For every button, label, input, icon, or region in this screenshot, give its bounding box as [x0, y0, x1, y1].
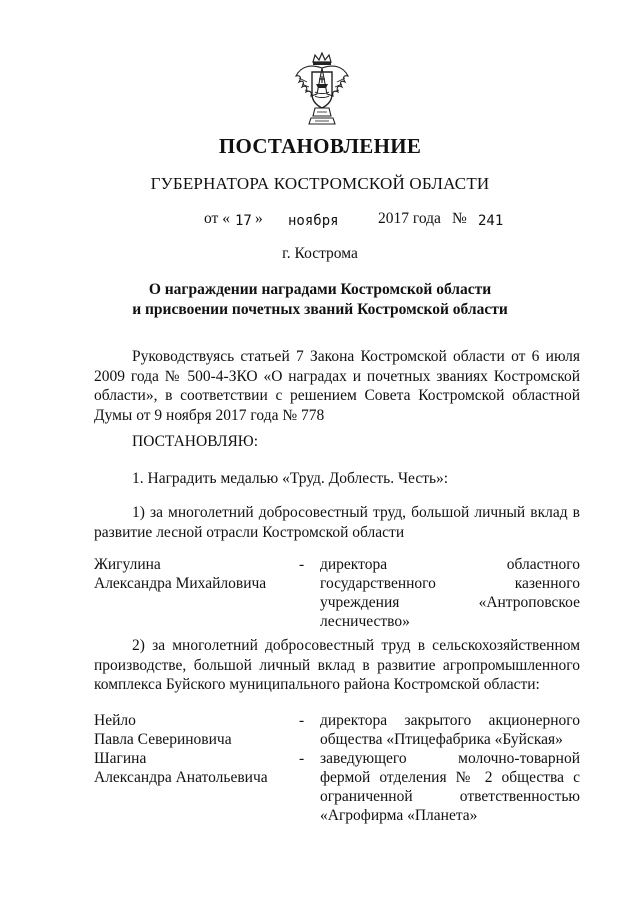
resolve-text: ПОСТАНОВЛЯЮ:	[132, 433, 259, 450]
awardee-position	[320, 711, 580, 749]
date-day-close: »	[255, 210, 263, 227]
awardee-row	[94, 749, 580, 829]
position-line: «Агрофирма «Планета»	[320, 807, 478, 824]
subitem-2-paragraph: 2) за многолетний добросовестный труд в сельскохозяйственном производстве, большой личный вклад в развитие агропромышленного комплекса Буйского муниципального района Костромской области:	[94, 637, 580, 693]
awardee-name	[94, 749, 294, 787]
dash-separator: -	[299, 556, 305, 573]
awardee-given-names: Павла Севериновича	[94, 731, 232, 748]
awardee-given-names: Александра Анатольевича	[94, 769, 268, 786]
awardee-surname: Шагина	[94, 750, 147, 767]
awardee-surname: Нейло	[94, 712, 136, 729]
awardee-surname: Жигулина	[94, 556, 161, 573]
position-line: директора областного	[320, 556, 580, 573]
date-line	[0, 210, 640, 232]
position-line: заведующего молочно-товарной	[320, 750, 580, 767]
date-month: ноября	[288, 213, 339, 229]
position-line: учреждения «Антроповское	[320, 594, 580, 611]
date-prefix: от «	[204, 210, 230, 227]
position-line: общества «Птицефабрика «Буйская»	[320, 731, 563, 748]
awardee-name	[94, 555, 294, 593]
preamble-paragraph: Руководствуясь статьей 7 Закона Костромской области от 6 июля 2009 года № 500-4-ЗКО «О наградах и почетных званиях Костромской области», в соответствии с решением Совета Костромской областной Думы от 9 ноября 2017 года № 778	[94, 348, 580, 424]
position-line: государственного казенного	[320, 575, 580, 592]
awardee-row	[94, 711, 580, 751]
date-year: 2017 года	[378, 210, 441, 227]
position-line: фермой отделения № 2 общества с	[320, 769, 580, 786]
coat-of-arms-icon	[293, 52, 351, 126]
heading-line-1: О награждении наградами Костромской области	[148, 281, 492, 298]
number-sign: №	[452, 210, 467, 227]
awardee-position	[320, 555, 580, 631]
document-number: 241	[478, 213, 504, 229]
date-day: 17	[235, 213, 252, 229]
position-line: лесничество»	[320, 613, 410, 630]
awardee-position	[320, 749, 580, 825]
awardee-name	[94, 711, 294, 749]
dash-separator: -	[299, 712, 305, 729]
document-subtitle: ГУБЕРНАТОРА КОСТРОМСКОЙ ОБЛАСТИ	[150, 174, 490, 193]
item-1-text: 1. Наградить медалью «Труд. Доблесть. Честь»:	[132, 470, 449, 487]
awardee-row	[94, 555, 580, 635]
heading-line-2: и присвоении почетных званий Костромской области	[132, 301, 508, 318]
position-line: ограниченной ответственностью	[320, 788, 580, 805]
dash-separator: -	[299, 750, 305, 767]
document-title: ПОСТАНОВЛЕНИЕ	[218, 134, 422, 158]
awardee-given-names: Александра Михайловича	[94, 575, 267, 592]
subitem-1-paragraph: 1) за многолетний добросовестный труд, большой личный вклад в развитие лесной отрасли Костромской области	[94, 504, 580, 541]
city: г. Кострома	[282, 245, 358, 262]
document-heading	[0, 280, 640, 320]
position-line: директора закрытого акционерного	[320, 712, 580, 729]
